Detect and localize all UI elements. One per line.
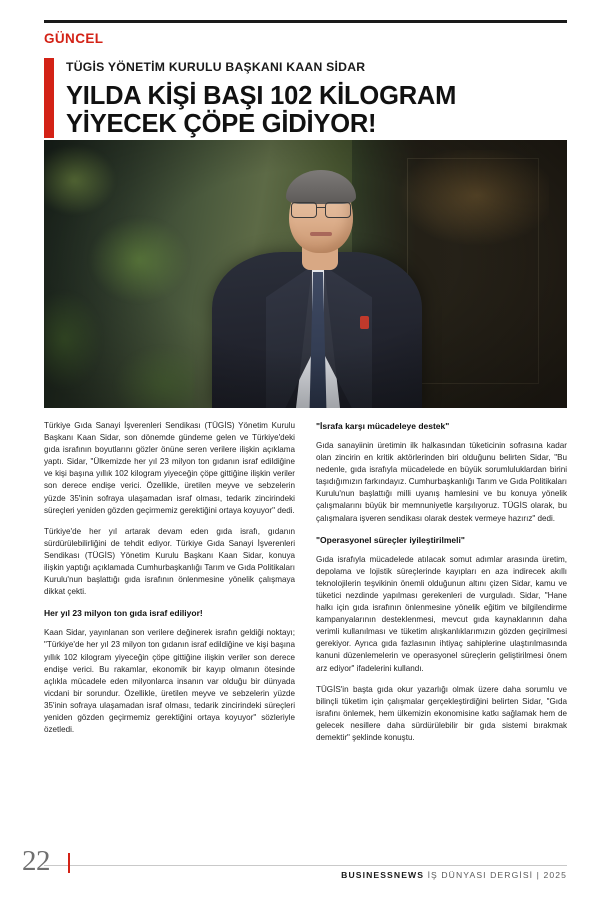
publication-name: BUSINESSNEWS [341, 870, 425, 880]
article-subheading: Her yıl 23 milyon ton gıda israf ediliyor! [44, 608, 203, 619]
photo-vignette [44, 140, 567, 408]
publication-details: İŞ DÜNYASI DERGİSİ | 2025 [424, 870, 567, 880]
page-footer [0, 822, 611, 900]
page-header [44, 20, 567, 46]
article-paragraph: Türkiye'de her yıl artarak devam eden gıda israfı, gıdanın sürdürülebilirliğini de tehdit ediyor. Türkiye Gıda Sanayi İşverenleri Sendikası (TÜGİS) Yönetim Kurulu Başkanı Kaan Sidar, konuya ilişkin yaptığı açıklamada Cumhurbaşkanlığı Tarım ve Gıda Politikaları Kurulu'nun başlattığı gıda israfının önlenmesine yönelik çalışmaya dikkat çekti. [44, 526, 295, 597]
publication-credit [341, 870, 567, 880]
folio-accent-rule [68, 853, 70, 873]
article-paragraph: TÜGİS'in başta gıda okur yazarlığı olmak üzere daha sorumlu ve bilinçli tüketim için çalışmalar gerçekleştirdiğini belirten Sidar, "Gıda israfını önlemek, hem ülkemizin ekonomisine katkı sağlamak hem de gelecek nesillere daha sürdürülebilir bir gıda sistemi bırakmak demektir" şeklinde konuştu. [316, 684, 567, 742]
page-number: 22 [22, 845, 50, 877]
article-subheading: "Operasyonel süreçler iyileştirilmeli" [316, 534, 465, 545]
article-photo [44, 140, 567, 408]
article-paragraph: Gıda israfıyla mücadelede atılacak somut adımlar arasında üretim, depolama ve lojistik süreçlerinde kayıpları en aza indirecek akıllı teknolojilerin teşvikinin önemli olduğunun altını çizen Sidar, kamu ve tüketici nezdinde yapılması gerekenleri de vurguladı. Sidar, "Hane halkı için gıda israfının önlenmesine yönelik eğitim ve bilgilendirme kampanyalarının desteklenmesi, mevcut gıda kaynaklarının daha verimli kullanılması ve tüketim alışkanlıklarımızın gözden geçirilmesi gerekiyor. Ayrıca gıda fazlasının ihtiyaç sahiplerine ulaştırılmasında kanuni düzenlemelerin ve operasyonel süreçlerin geliştirilmesi önem arz ediyor" ifadelerini kullandı. [316, 554, 567, 673]
title-block [44, 58, 567, 138]
left-column [44, 420, 295, 753]
section-kicker: GÜNCEL [44, 31, 104, 46]
footer-divider [44, 865, 567, 866]
article-paragraph: Kaan Sidar, yayınlanan son verilere değinerek israfın geldiği noktayı; "Türkiye'de her yıl 23 milyon ton gıdanın israf edildiğine ve kişi başına yıllık 102 kilogram yiyeceğin çöpe gittiğine ilişkin veriler son derece endişe verici. Bu rakamlar, ekonomik bir kayıp olmanın ötesinde açlıkla mücadele eden milyonlarca insanın var olduğu bir dünyada vicdani bir sorundur. Özellikle, üretilen meyve ve sebzelerin yüzde 35'inin sofraya ulaşamadan israf olması, tedarik zincirindeki süreçleri yeniden gözden geçirmemiz gerektiğini ortaya koyuyor" sözleriyle özetledi. [44, 628, 295, 735]
article-headline [66, 82, 567, 138]
article-paragraph: Türkiye Gıda Sanayi İşverenleri Sendikası (TÜGİS) Yönetim Kurulu Başkanı Kaan Sidar, son dönemde gündeme gelen ve Türkiye'deki gıda israfının boyutlarını gözler önüne seren verilere ilişkin açıklama yaptı. Sidar, "Ülkemizde her yıl 23 milyon ton gıdanın israf edildiğine ve kişi başına yıllık 102 kilogram yiyeceğin çöpe gittiğine ilişkin veriler son derece endişe verici. Özellikle, üretilen meyve ve sebzelerin yüzde 35'inin sofraya ulaşamadan israf olması, tedarik zincirindeki süreçleri yeniden gözden geçirmemiz gerektiğini ortaya koyuyor" dedi. [44, 421, 295, 515]
headline-line-1: YILDA KİŞİ BAŞI 102 KİLOGRAM [66, 82, 457, 110]
right-column [316, 420, 567, 753]
article-paragraph: Gıda sanayiinin üretimin ilk halkasından tüketicinin sofrasına kadar olan zincirin en kritik aktörlerinden biri olduğunu belirten Sidar, "Bu nedenle, gıda israfıyla mücadelede en büyük sorumluluklardan birini taşıdığımızın farkındayız. Cumhurbaşkanlığı Tarım ve Gıda Politikaları Kurulu'nun başlattığı milli uyanış hamlesini ve bu konuya yönelik çalışmalarını büyük bir memnuniyetle karşılıyoruz. TÜGİS olarak, bu çalışmalara işveren sendikası olarak destek vermeye hazırız" dedi. [316, 441, 567, 523]
article-subheading: "İsrafa karşı mücadeleye destek" [316, 421, 450, 431]
title-texts [54, 58, 567, 138]
photo-background [44, 140, 567, 408]
accent-bar [44, 58, 54, 138]
article-eyebrow: TÜGİS YÖNETİM KURULU BAŞKANI KAAN SİDAR [66, 60, 366, 74]
headline-line-2: YİYECEK ÇÖPE GİDİYOR! [66, 110, 377, 138]
article-body [44, 420, 567, 753]
header-divider [44, 20, 567, 23]
